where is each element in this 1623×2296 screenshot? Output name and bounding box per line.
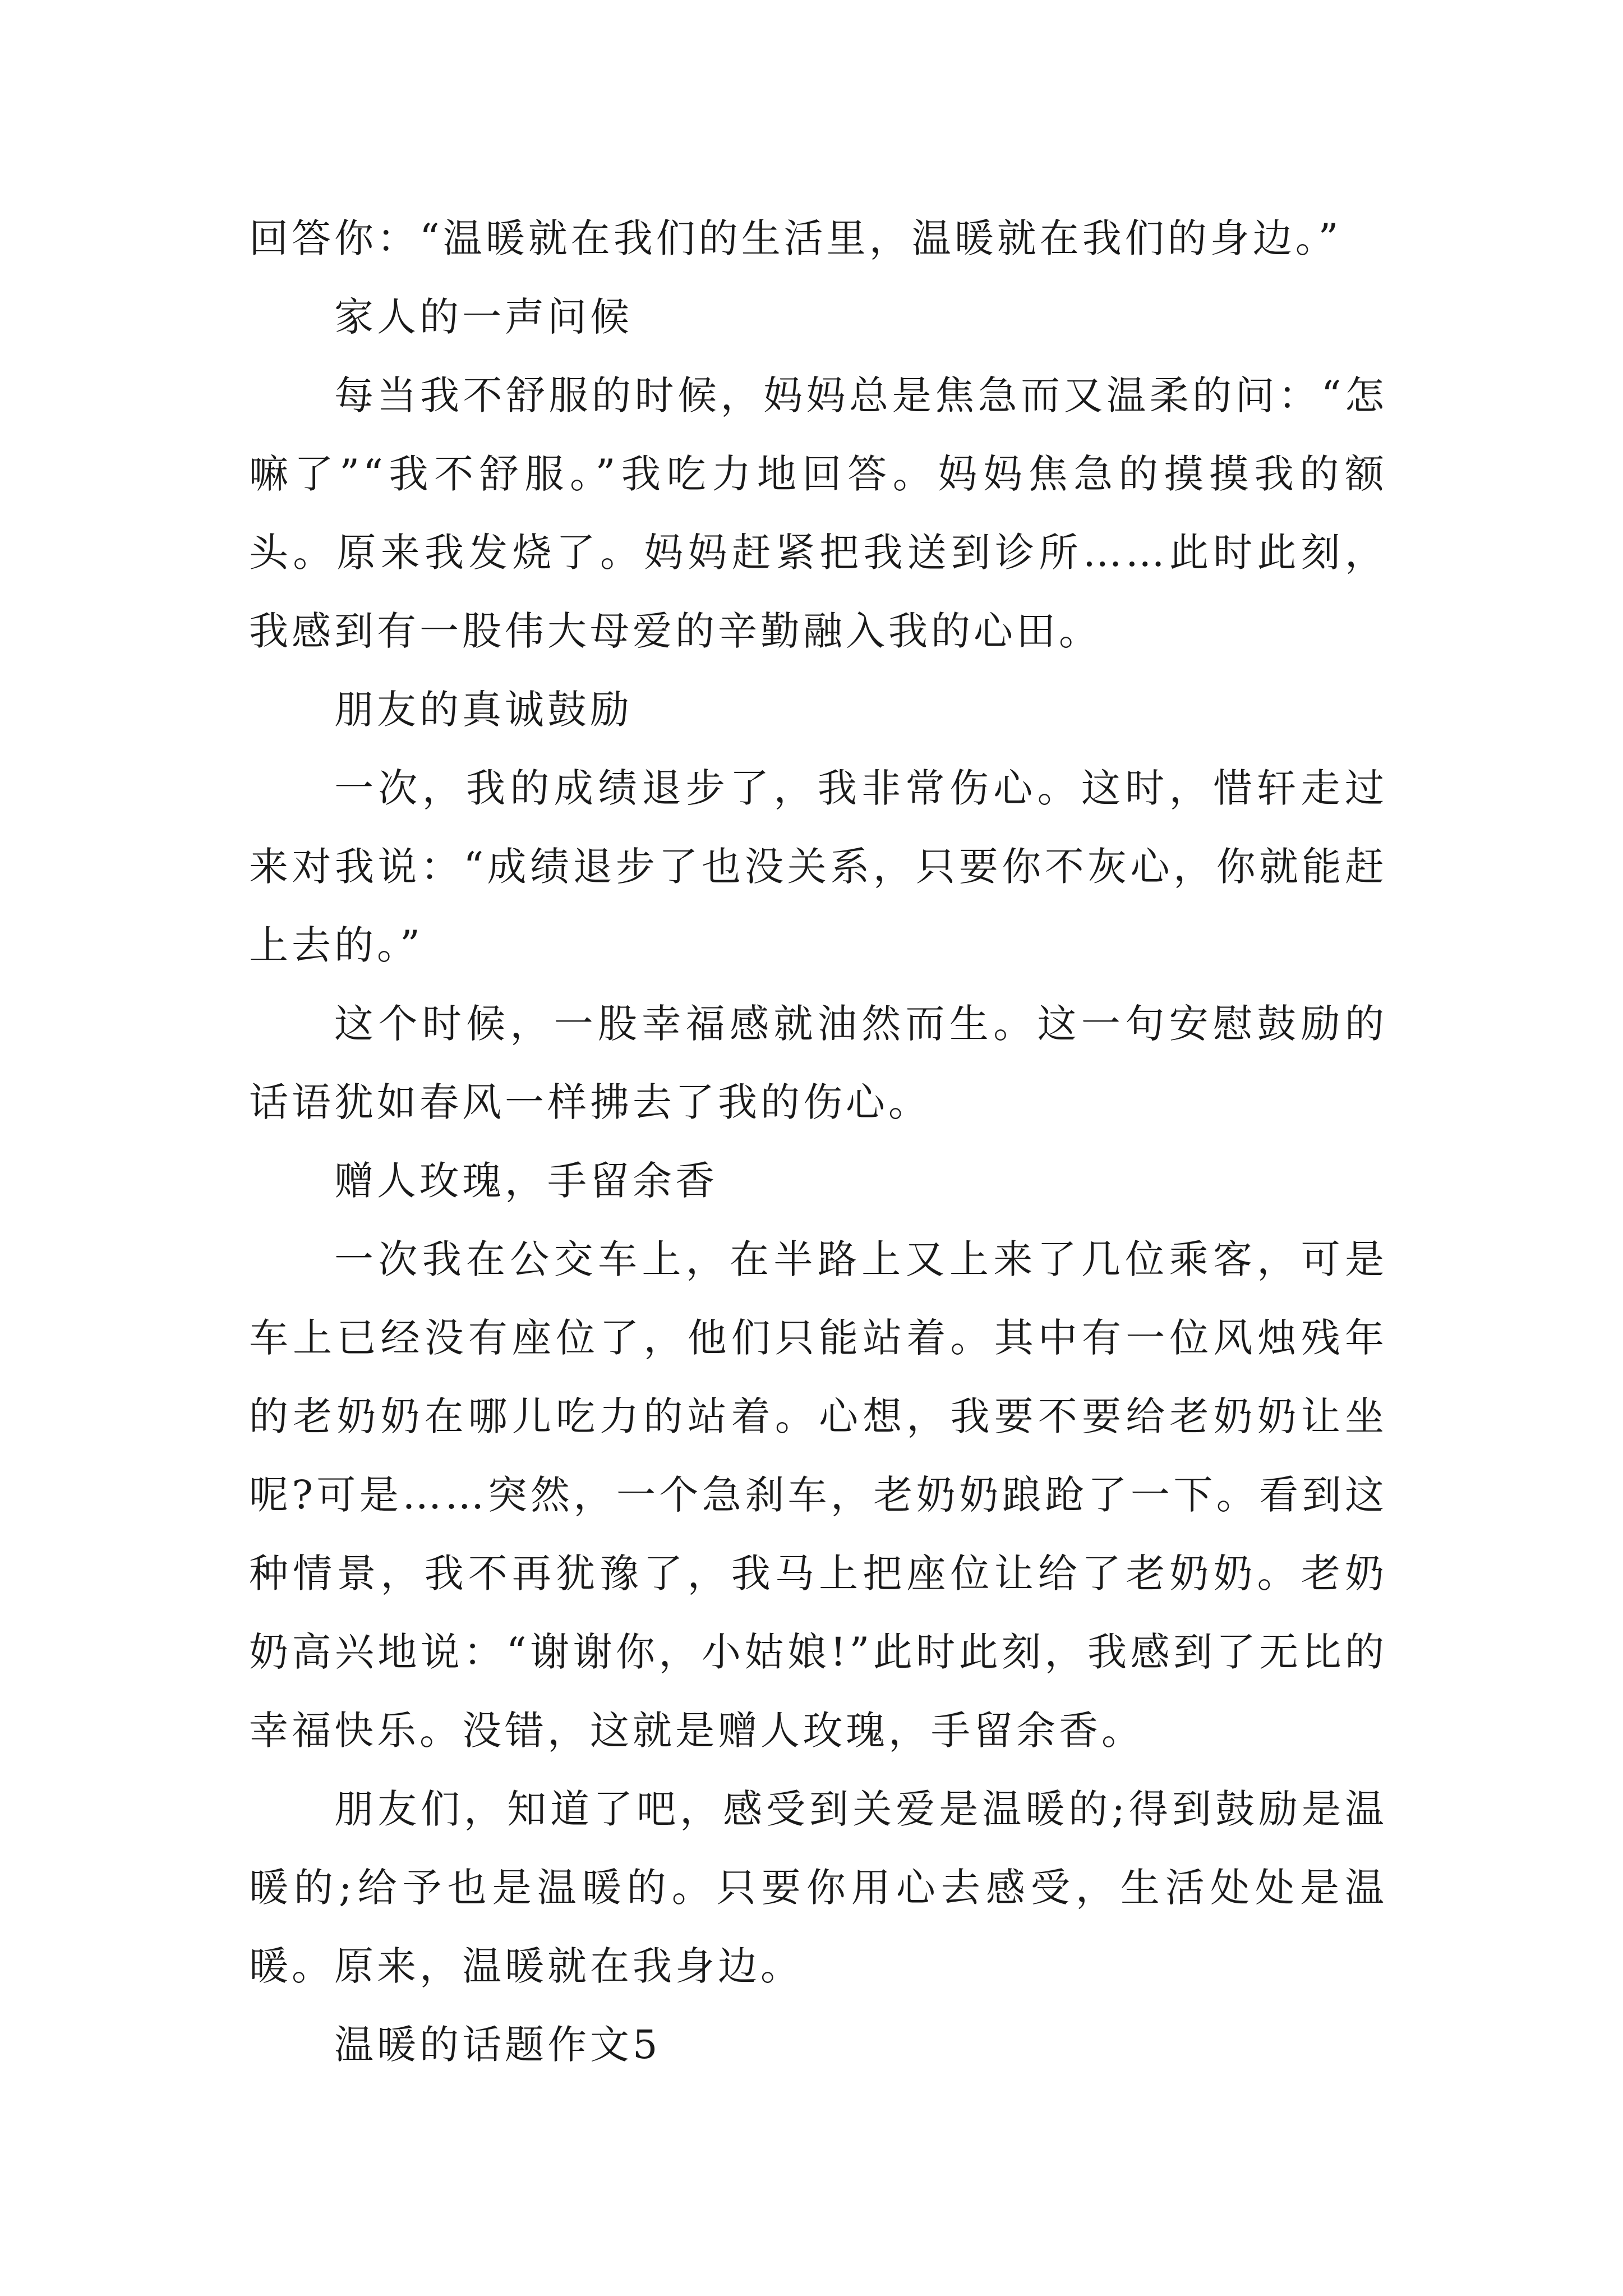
section-heading-roses: 赠人玫瑰，手留余香 [334,1158,718,1204]
essay-title-5: 温暖的话题作文5 [334,2022,661,2068]
paragraph-continued: 回答你：“温暖就在我们的生活里，温暖就在我们的身边。” [249,215,1342,261]
document-body [249,199,1387,2084]
paragraph-conclusion: 朋友们，知道了吧，感受到关爱是温暖的;得到鼓励是温暖的;给予也是温暖的。只要你用心去感受，生活处处是温暖。原来，温暖就在我身边。 [249,1786,1387,1989]
paragraph-grades: 一次，我的成绩退步了，我非常伤心。这时，惜轩走过来对我说：“成绩退步了也没关系，只要你不灰心，你就能赶上去的。” [249,765,1387,968]
paragraph-bus-story: 一次我在公交车上，在半路上又上来了几位乘客，可是车上已经没有座位了，他们只能站着。其中有一位风烛残年的老奶奶在哪儿吃力的站着。心想，我要不要给老奶奶让坐呢?可是……突然，一个急刹车，老奶奶踉跄了一下。看到这种情景，我不再犹豫了，我马上把座位让给了老奶奶。老奶奶高兴地说：“谢谢你，小姑娘!”此时此刻，我感到了无比的幸福快乐。没错，这就是赠人玫瑰，手留余香。 [249,1236,1387,1754]
section-heading-friend-encouragement: 朋友的真诚鼓励 [334,687,633,733]
paragraph-happiness: 这个时候，一股幸福感就油然而生。这一句安慰鼓励的话语犹如春风一样拂去了我的伤心。 [249,1001,1387,1125]
paragraph-mother-care: 每当我不舒服的时候，妈妈总是焦急而又温柔的问：“怎嘛了”“我不舒服。”我吃力地回答。妈妈焦急的摸摸我的额头。原来我发烧了。妈妈赶紧把我送到诊所……此时此刻，我感到有一股伟大母爱的辛勤融入我的心田。 [249,372,1387,654]
section-heading-family-greeting: 家人的一声问候 [334,294,633,340]
